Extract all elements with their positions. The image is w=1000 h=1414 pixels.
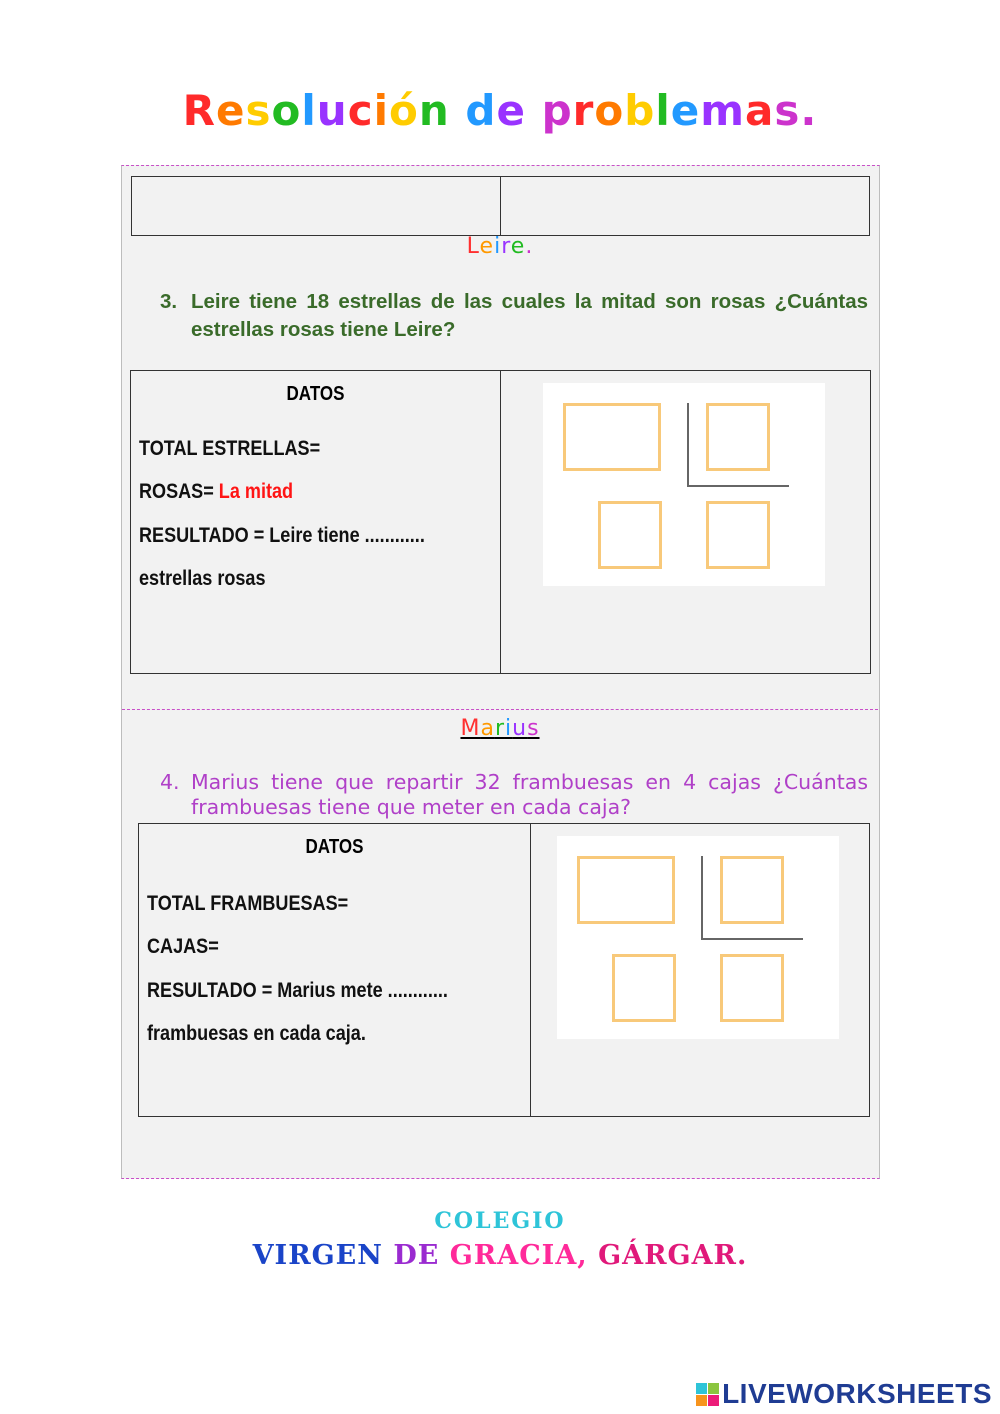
total-frambuesas-label: TOTAL FRAMBUESAS=	[147, 892, 349, 915]
datos-table-marius	[138, 823, 870, 1117]
division-cell	[501, 371, 870, 673]
division-diagram	[557, 836, 839, 1039]
name-letter: L	[466, 234, 480, 259]
total-estrellas-label: TOTAL ESTRELLAS=	[139, 437, 321, 460]
dividend-box[interactable]	[577, 856, 675, 924]
resultado-line-cont: estrellas rosas	[139, 567, 266, 590]
problem-number: 4.	[160, 770, 180, 794]
datos-cell	[131, 371, 501, 673]
dividend-box[interactable]	[563, 403, 661, 471]
name-letter: s	[527, 716, 540, 741]
title-letter: ó	[389, 86, 419, 135]
datos-table-leire	[130, 370, 871, 674]
worksheet-title	[0, 86, 1000, 135]
name-letter: M	[460, 716, 481, 741]
title-letter: b	[624, 86, 656, 135]
problem-text: Marius tiene que repartir 32 frambuesas en 4 cajas ¿Cuántas frambuesas tiene que meter en cada caja?	[191, 770, 868, 819]
title-letter: s	[774, 86, 801, 135]
division-diagram	[543, 383, 825, 586]
title-letter: u	[316, 86, 348, 135]
liveworksheets-logo	[696, 1378, 992, 1410]
title-letter: o	[594, 86, 625, 135]
name-letter: r	[494, 716, 505, 741]
rosas-label: ROSAS=	[139, 480, 214, 503]
school-name	[0, 1240, 1000, 1271]
title-letter: .	[800, 86, 818, 135]
school-name-word: VIRGEN	[252, 1240, 394, 1271]
section-divider	[122, 709, 878, 710]
datos-cell	[139, 824, 531, 1116]
logo-mark-icon	[696, 1383, 719, 1406]
name-letter: i	[504, 716, 513, 741]
division-bracket-horizontal	[687, 485, 789, 487]
title-letter: e	[496, 86, 526, 135]
title-letter: r	[572, 86, 595, 135]
title-letter: c	[347, 86, 374, 135]
title-letter: R	[182, 86, 217, 135]
division-bracket-vertical	[701, 856, 703, 939]
divisor-box[interactable]	[706, 403, 770, 471]
resultado-line-cont: frambuesas en cada caja.	[147, 1022, 366, 1045]
quotient-box[interactable]	[706, 501, 770, 569]
school-label: COLEGIO	[434, 1208, 566, 1234]
rosas-line	[139, 480, 293, 504]
name-letter: a	[480, 716, 495, 741]
title-letter	[526, 86, 542, 135]
division-bracket-vertical	[687, 403, 689, 486]
problem-number: 3.	[160, 290, 178, 313]
title-letter: l	[655, 86, 671, 135]
division-bracket-horizontal	[701, 938, 803, 940]
resultado-line: RESULTADO = Marius mete ............	[147, 979, 448, 1002]
title-letter: n	[418, 86, 450, 135]
title-letter: e	[670, 86, 701, 135]
resultado-line: RESULTADO = Leire tiene ............	[139, 524, 425, 547]
title-letter: m	[700, 86, 745, 135]
empty-cell-left[interactable]	[132, 177, 500, 235]
title-letter: s	[245, 86, 272, 135]
title-letter	[450, 86, 466, 135]
title-letter: a	[745, 86, 775, 135]
remainder-box[interactable]	[598, 501, 662, 569]
datos-heading: DATOS	[286, 383, 345, 405]
rosas-value: La mitad	[218, 480, 294, 503]
name-letter: e	[510, 234, 526, 259]
name-letter: u	[512, 716, 528, 741]
name-letter: r	[501, 234, 511, 259]
school-name-word: GRACIA,	[449, 1240, 599, 1271]
divisor-box[interactable]	[720, 856, 784, 924]
quotient-box[interactable]	[720, 954, 784, 1022]
section-name-leire	[0, 234, 1000, 259]
title-letter: e	[216, 86, 246, 135]
school-name-word: GÁRGAR.	[598, 1240, 748, 1271]
school-name-word: DE	[393, 1240, 450, 1271]
title-letter: p	[541, 86, 573, 135]
division-cell	[531, 824, 869, 1116]
title-letter: o	[271, 86, 302, 135]
problem-3	[160, 288, 868, 344]
title-letter: i	[373, 86, 389, 135]
logo-text: LIVEWORKSHEETS	[722, 1378, 992, 1409]
name-letter: i	[494, 234, 502, 259]
answer-table-empty	[131, 176, 870, 236]
problem-text: Leire tiene 18 estrellas de las cuales la mitad son rosas ¿Cuántas estrellas rosas tiene Leire?	[191, 290, 868, 341]
datos-heading: DATOS	[305, 836, 364, 858]
name-letter: .	[525, 234, 534, 259]
name-letter: e	[479, 234, 495, 259]
section-name-marius	[0, 716, 1000, 741]
empty-cell-right[interactable]	[500, 177, 869, 235]
cajas-label: CAJAS=	[147, 935, 219, 958]
remainder-box[interactable]	[612, 954, 676, 1022]
title-letter: l	[301, 86, 317, 135]
title-letter: d	[465, 86, 497, 135]
problem-4	[160, 770, 868, 820]
